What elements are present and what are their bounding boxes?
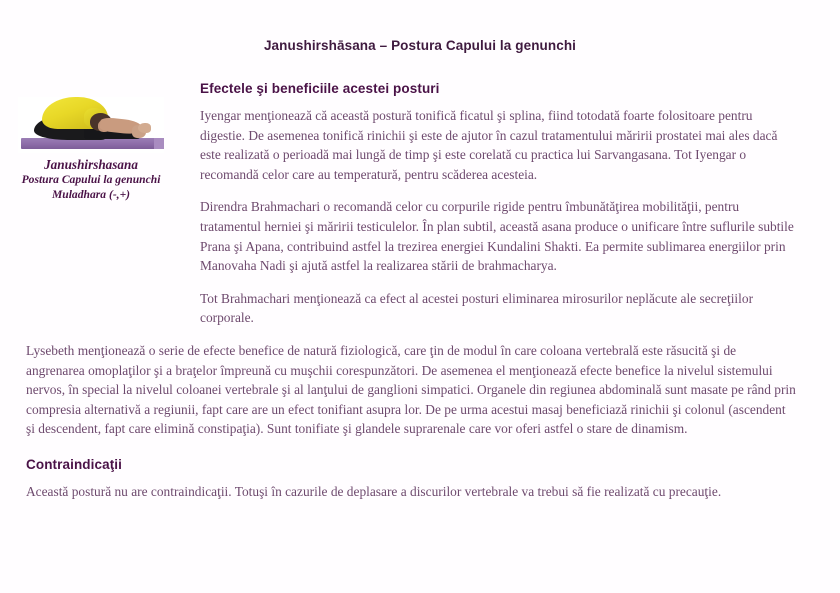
caption-pose-name: Janushirshasana — [44, 157, 138, 172]
caption-chakra: Muladhara (-,+) — [51, 187, 131, 201]
paragraph-brahmachari: Direndra Brahmachari o recomandă celor cu corpurile rigide pentru îmbunătăţirea mobilităţii, pentru tratamentul herniei şi măririi testiculelor. În plan subtil, această asana produce o unificare între suflurile subtile Prana şi Apana, contribuind astfel la trezirea energiei Kundalini Shakti. Ea permite sublimarea energiilor prin Manovaha Nadi şi ajută astfel la realizarea stării de brahmacharya. — [200, 199, 794, 274]
yoga-pose-photo — [18, 97, 164, 153]
caption-pose-translation: Postura Capului la genunchi — [21, 173, 161, 186]
practitioner-hands-shape — [138, 123, 151, 133]
paragraph-iyengar: Iyengar menţionează că această postură tonifică ficatul şi splina, fiind totodată foarte folositoare pentru digestie. De asemenea tonifică rinichii şi este de ajutor în cazul tratamentului măririi prostatei mai ales dacă este realizată o perioadă mai lungă de timp şi este corelată cu practica lui Sarvangasana. Tot Iyengar o recomandă celor care au temperatură, pentru scăderea acesteia. — [200, 108, 778, 182]
right-text-column — [200, 53, 796, 328]
pose-figure — [0, 97, 178, 204]
paragraph-lysebeth: Lysebeth menţionează o serie de efecte benefice de natură fiziologică, care ţin de modul în care coloana vertebrală este răsucită şi de angrenarea omoplaţilor şi a braţelor împreună cu muşchii corespunzători. De asemenea el menţionează efecte benefice la nivelul sistemului nervos, în special la nivelul coloanei vertebrale şi al lanţului de ganglioni simpatici. Organele din regiunea abdominală sunt masate pe rând prin compresia alternativă a regiunii, fapt care are un efect tonifiant asupra lor. De pe urma acestui masaj beneficiază rinichii şi colonul (ascendent şi descendent, fapt care elimină constipaţia). Sunt tonifiate şi glandele suprarenale care vor oferi astfel o stare de dinamism. — [26, 342, 796, 437]
full-width-text-column — [26, 328, 796, 502]
document-content — [0, 53, 840, 502]
page-title: Janushirshāsana – Postura Capului la genunchi — [263, 38, 577, 53]
paragraph-odors: Tot Brahmachari menţionează ca efect al acestei posturi eliminarea mirosurilor neplăcute ale secreţiilor corporale. — [200, 290, 754, 326]
yoga-mat-end-shape — [154, 138, 164, 149]
figure-caption — [18, 157, 164, 202]
section-heading-benefits: Efectele şi beneficiile acestei posturi — [200, 81, 440, 96]
section-heading-contraindications: Contraindicaţii — [26, 456, 123, 472]
paragraph-contraindications: Această postură nu are contraindicaţii. Totuşi în cazurile de deplasare a discurilor vertebrale va trebui să fie realizată cu precauţie. — [26, 483, 722, 499]
